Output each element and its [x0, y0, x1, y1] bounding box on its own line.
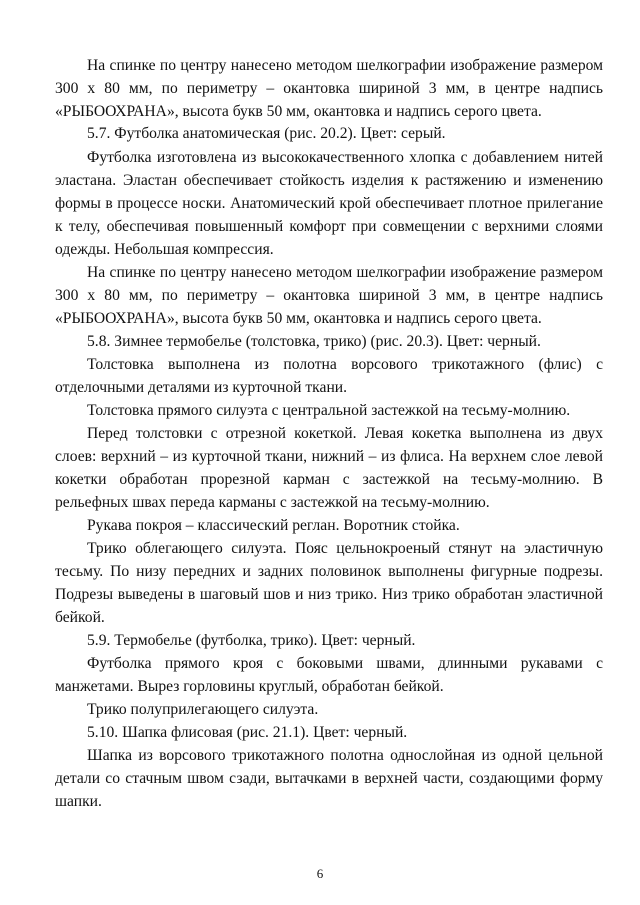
paragraph-pants: Трико облегающего силуэта. Пояс цельнокроеный стянут на эластичную тесьму. По низу передних и задних половинок выполнены фигурные подрезы. Подрезы выведены в шаговый шов и низ трико. Низ трико обработан эластичной бейкой. — [55, 540, 603, 626]
page-number: 6 — [316, 866, 324, 881]
paragraph-sleeves: Рукава покроя – классический реглан. Воротник стойка. — [87, 517, 460, 534]
paragraph-print-back-1: На спинке по центру нанесено методом шелкографии изображение размером 300 х 80 мм, по периметру – окантовка шириной 3 мм, в центре надпись «РЫБООХРАНА», высота букв 50 мм, окантовка и надпись серого цвета. — [55, 57, 603, 120]
paragraph-sweatshirt-front: Перед толстовки с отрезной кокеткой. Левая кокетка выполнена из двух слоев: верхний – из курточной ткани, нижний – из флиса. На верхнем слое левой кокетки обработан прорезной карман с застежкой на тесьму-молнию. В рельефных швах переда карманы с застежкой на тесьму-молнию. — [55, 425, 603, 511]
paragraph-fleece-hat: Шапка из ворсового трикотажного полотна однослойная из одной цельной детали со стачным швом сзади, вытачками в верхней части, создающими форму шапки. — [55, 747, 603, 810]
paragraph-print-back-2: На спинке по центру нанесено методом шелкографии изображение размером 300 х 80 мм, по периметру – окантовка шириной 3 мм, в центре надпись «РЫБООХРАНА», высота букв 50 мм, окантовка и надпись серого цвета. — [55, 264, 603, 327]
paragraph-thermal-pants: Трико полуприлегающего силуэта. — [87, 701, 319, 718]
paragraph-sweatshirt-material: Толстовка выполнена из полотна ворсового трикотажного (флис) с отделочными деталями из курточной ткани. — [55, 356, 603, 396]
paragraph-thermal-tshirt: Футболка прямого кроя с боковыми швами, длинными рукавами с манжетами. Вырез горловины круглый, обработан бейкой. — [55, 655, 603, 695]
paragraph-tshirt-description: Футболка изготовлена из высококачественного хлопка с добавлением нитей эластана. Эластан обеспечивает стойкость изделия к растяжению и изменению формы в процессе носки. Анатомический крой обеспечивает плотное прилегание к телу, обеспечивая повышенный комфорт при совмещении с верхними слоями одежды. Небольшая компрессия. — [55, 149, 603, 258]
section-heading-5-10: 5.10. Шапка флисовая (рис. 21.1). Цвет: черный. — [87, 724, 408, 741]
section-heading-5-7: 5.7. Футболка анатомическая (рис. 20.2). Цвет: серый. — [87, 125, 446, 142]
section-heading-5-8: 5.8. Зимнее термобелье (толстовка, трико) (рис. 20.3). Цвет: черный. — [87, 333, 541, 350]
paragraph-sweatshirt-silhouette: Толстовка прямого силуэта с центральной застежкой на тесьму-молнию. — [87, 402, 571, 419]
section-heading-5-9: 5.9. Термобелье (футболка, трико). Цвет: черный. — [87, 632, 416, 649]
